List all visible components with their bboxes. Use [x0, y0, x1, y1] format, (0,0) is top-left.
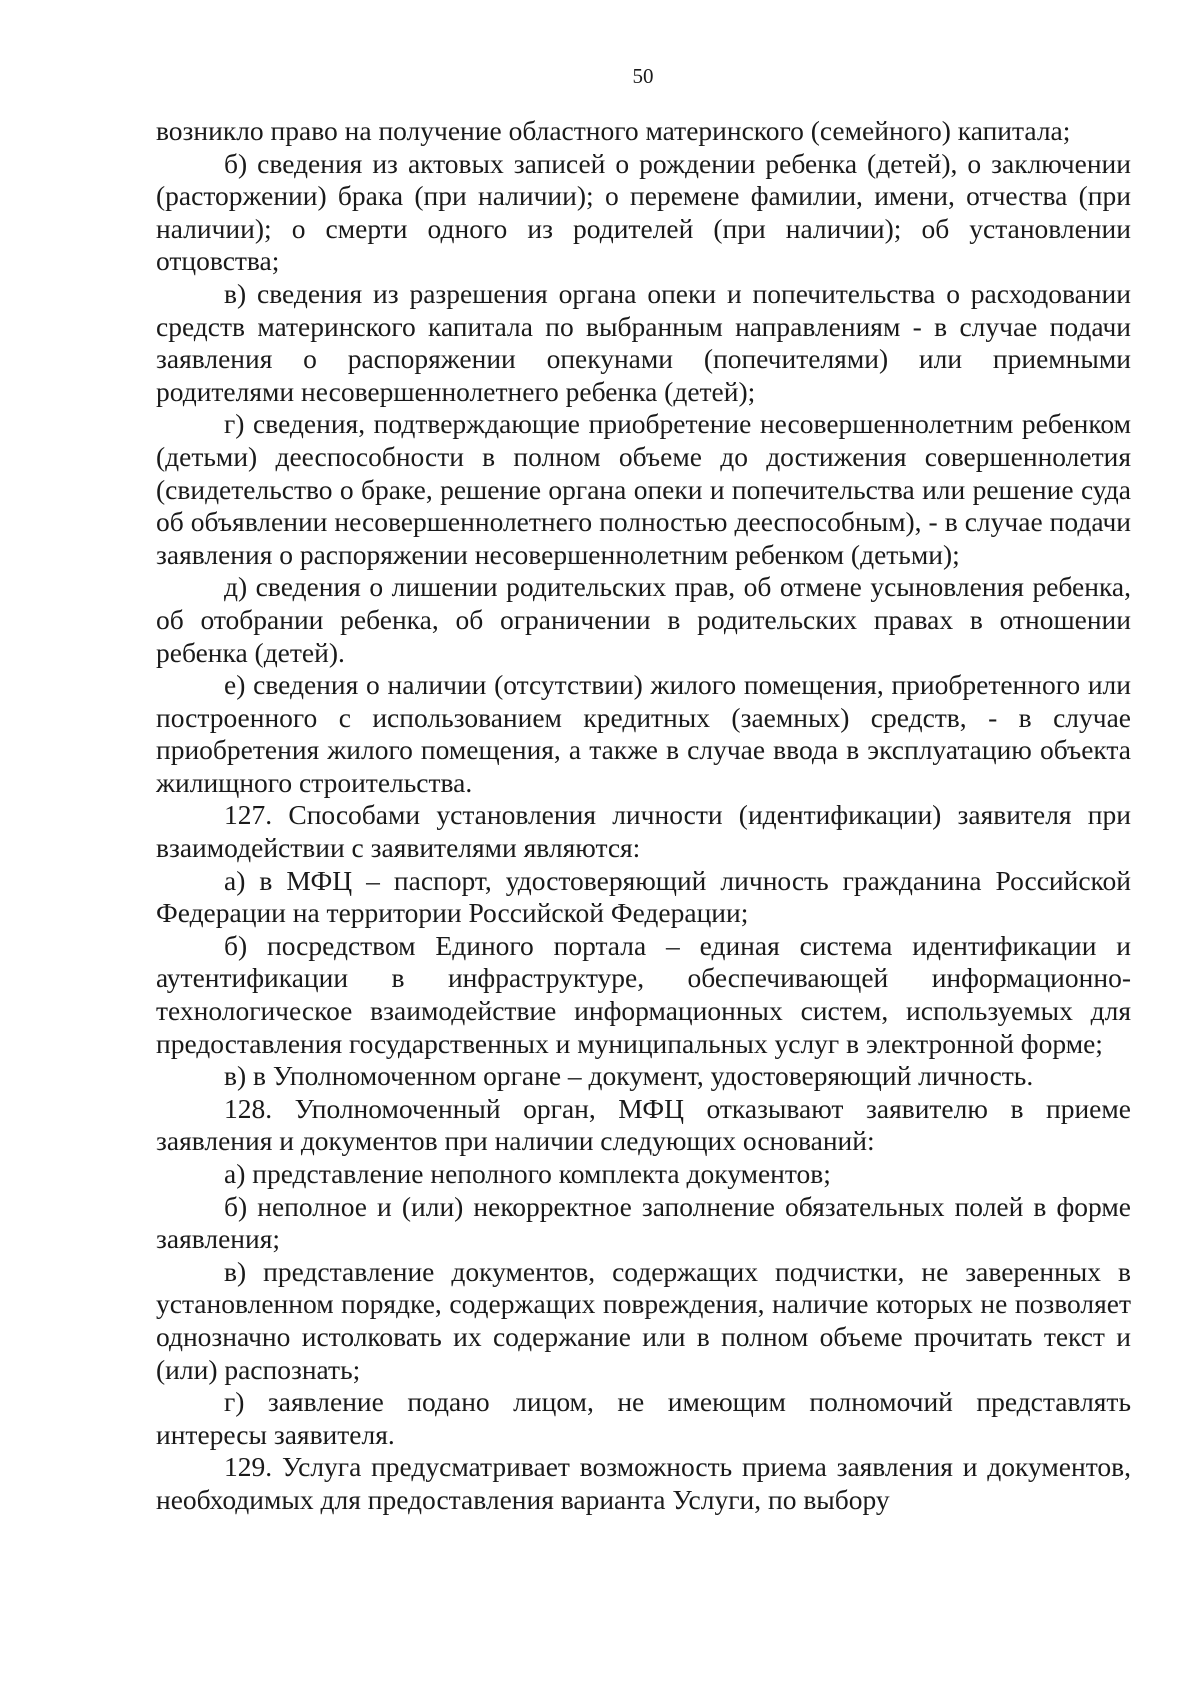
paragraph-item-b-birth-records: б) сведения из актовых записей о рождении ребенка (детей), о заключении (расторжении) брака (при наличии); о перемене фамилии, имени, отчества (при наличии); о смерти одного из родителей (при наличии); об установлении отцовства; [156, 147, 1131, 277]
document-body [156, 115, 1131, 1517]
paragraph-item-v-guardianship: в) сведения из разрешения органа опеки и попечительства о расходовании средств материнского капитала по выбранным направлениям - в случае подачи заявления о распоряжении опекунами (попечителями) или приемными родителями несовершеннолетнего ребенка (детей); [156, 277, 1131, 407]
paragraph-129: 129. Услуга предусматривает возможность приема заявления и документов, необходимых для предоставления варианта Услуги, по выбору [156, 1451, 1131, 1515]
paragraph-128-b: б) неполное и (или) некорректное заполнение обязательных полей в форме заявления; [156, 1190, 1131, 1255]
paragraph-128-v: в) представление документов, содержащих подчистки, не заверенных в установленном порядке, содержащих повреждения, наличие которых не позволяет однозначно истолковать их содержание или в полном объеме прочитать текст и (или) распознать; [156, 1255, 1131, 1385]
paragraph-item-e-housing: е) сведения о наличии (отсутствии) жилого помещения, приобретенного или построенного с использованием кредитных (заемных) средств, - в случае приобретения жилого помещения, а также в случае ввода в эксплуатацию объекта жилищного строительства. [156, 669, 1131, 798]
paragraph-128: 128. Уполномоченный орган, МФЦ отказывают заявителю в приеме заявления и документов при наличии следующих оснований: [156, 1092, 1131, 1157]
paragraph-continuation: возникло право на получение областного материнского (семейного) капитала; [156, 115, 1071, 146]
page-number: 50 [632, 64, 654, 88]
paragraph-128-a: а) представление неполного комплекта документов; [224, 1158, 831, 1189]
paragraph-127-a: а) в МФЦ – паспорт, удостоверяющий личность гражданина Российской Федерации на территории Российской Федерации; [156, 864, 1131, 929]
paragraph-128-g: г) заявление подано лицом, не имеющим полномочий представлять интересы заявителя. [156, 1386, 1131, 1450]
paragraph-127-b: б) посредством Единого портала – единая система идентификации и аутентификации в инфраструктуре, обеспечивающей информационно-технологическое взаимодействие информационных систем, используемых для предоставления государственных и муниципальных услуг в электронной форме; [156, 929, 1131, 1059]
paragraph-127: 127. Способами установления личности (идентификации) заявителя при взаимодействии с заявителями являются: [156, 799, 1131, 864]
paragraph-item-g-legal-capacity: г) сведения, подтверждающие приобретение несовершеннолетним ребенком (детьми) дееспособности в полном объеме до достижения совершеннолетия (свидетельство о браке, решение органа опеки и попечительства или решение суда об объявлении несовершеннолетнего полностью дееспособным), - в случае подачи заявления о распоряжении несовершеннолетним ребенком (детьми); [156, 408, 1131, 570]
paragraph-item-d-parental-rights: д) сведения о лишении родительских прав, об отмене усыновления ребенка, об отобрании ребенка, об ограничении в родительских правах в отношении ребенка (детей). [156, 571, 1131, 668]
paragraph-127-v: в) в Уполномоченном органе – документ, удостоверяющий личность. [224, 1060, 1034, 1092]
